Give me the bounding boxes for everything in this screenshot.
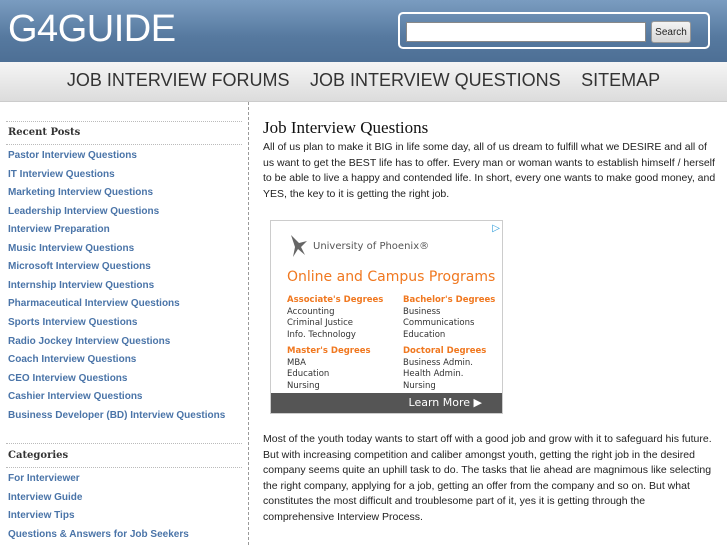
site-header: [0, 0, 727, 62]
search-box: [398, 12, 710, 49]
ad-degree-group: [403, 295, 495, 341]
recent-post-link[interactable]: Business Developer (BD) Interview Questions: [8, 409, 226, 421]
ad-degree-item: Education: [287, 369, 330, 379]
ad-degree-title: Master's Degrees: [287, 346, 371, 356]
recent-post-link[interactable]: Sports Interview Questions: [8, 316, 138, 328]
divider: [6, 467, 242, 468]
category-link[interactable]: Interview Guide: [8, 491, 83, 503]
ad-degree-item: Education: [403, 329, 446, 340]
recent-post-link[interactable]: Interview Preparation: [8, 224, 110, 236]
recent-post-link[interactable]: Radio Jockey Interview Questions: [8, 335, 171, 347]
ad-degree-item: Communications: [403, 318, 475, 328]
ad-degree-group: [287, 346, 371, 392]
recent-post-link[interactable]: Coach Interview Questions: [8, 354, 137, 366]
recent-post-link[interactable]: Marketing Interview Questions: [8, 187, 154, 199]
recent-post-link[interactable]: Music Interview Questions: [8, 242, 135, 254]
nav-sitemap[interactable]: SITEMAP: [581, 70, 661, 90]
recent-post-link[interactable]: IT Interview Questions: [8, 168, 115, 180]
nav-job-interview-questions[interactable]: JOB INTERVIEW QUESTIONS: [309, 70, 561, 90]
advertisement[interactable]: [270, 220, 503, 414]
ad-degree-title: Associate's Degrees: [287, 295, 384, 305]
ad-degree-group: [287, 295, 383, 341]
recent-post-link[interactable]: Pastor Interview Questions: [8, 150, 137, 161]
divider: [6, 121, 242, 122]
sidebar: [0, 102, 249, 545]
ad-brand-name: University of Phoenix®: [313, 240, 430, 252]
divider: [6, 144, 242, 145]
ad-degree-item: Accounting: [287, 306, 335, 317]
category-link[interactable]: Questions & Answers for Job Seekers: [8, 528, 189, 540]
ad-degree-title: Doctoral Degrees: [403, 346, 487, 356]
ad-headline: Online and Campus Programs: [287, 269, 496, 285]
ad-degree-item: Info. Technology: [287, 329, 356, 340]
intro-paragraph: All of us plan to make it BIG in life some day, all of us dream to fulfill what we DESIRE and all of us want to get the BEST life has to offer. Every man or woman wants to establish himself / herself to be able to live a happy and contended life. In short, every one wants to make good money, and YES, the key to it is getting the right job.: [263, 141, 716, 200]
category-link[interactable]: For Interviewer: [8, 473, 80, 484]
recent-posts-heading: Recent Posts: [8, 127, 81, 138]
ad-degree-item: MBA: [287, 357, 306, 368]
ad-degree-item: Criminal Justice: [287, 318, 354, 328]
ad-degree-group: [403, 346, 486, 392]
nav-job-interview-forums[interactable]: JOB INTERVIEW FORUMS: [66, 70, 290, 90]
divider: [6, 443, 242, 444]
ad-degree-item: Nursing: [287, 380, 320, 391]
ad-brand: [289, 233, 429, 259]
main-content: [263, 118, 718, 202]
ad-degree-item: Business: [403, 306, 441, 317]
ad-degree-item: Nursing: [403, 380, 436, 391]
phoenix-logo-icon: [289, 233, 309, 259]
recent-post-link[interactable]: Microsoft Interview Questions: [8, 261, 151, 273]
ad-degree-title: Bachelor's Degrees: [403, 295, 496, 305]
ad-choices-icon[interactable]: ▷: [492, 223, 500, 234]
categories-heading: Categories: [8, 450, 69, 461]
site-logo[interactable]: G4GUIDE: [8, 8, 176, 50]
recent-post-link[interactable]: Leadership Interview Questions: [8, 205, 160, 217]
recent-post-link[interactable]: CEO Interview Questions: [8, 372, 128, 384]
recent-post-link[interactable]: Internship Interview Questions: [8, 279, 155, 291]
recent-post-link[interactable]: Cashier Interview Questions: [8, 391, 143, 403]
main-nav: [0, 62, 727, 102]
page-title: Job Interview Questions: [263, 118, 429, 137]
category-link[interactable]: Interview Tips: [8, 510, 75, 522]
body-paragraph: Most of the youth today wants to start off with a good job and grow with it to safeguard his future. But with increasing competition and caliber amongst youth, getting the right job in the desired company seems quite an uphill task to do. The tasks that lie ahead are magnimous like selecting the right company, applying for a job, getting an offer from the company and so on. But what constitutes the most difficult and troublesome part of it, yes it is getting through the comprehensive Interview Process.: [263, 433, 712, 523]
learn-more-button[interactable]: Learn More ▶: [271, 393, 502, 413]
recent-post-link[interactable]: Pharmaceutical Interview Questions: [8, 298, 180, 310]
ad-degree-item: Health Admin.: [403, 369, 464, 379]
search-button[interactable]: Search: [651, 21, 691, 43]
search-input[interactable]: [406, 22, 646, 42]
ad-degree-item: Business Admin.: [403, 357, 473, 368]
